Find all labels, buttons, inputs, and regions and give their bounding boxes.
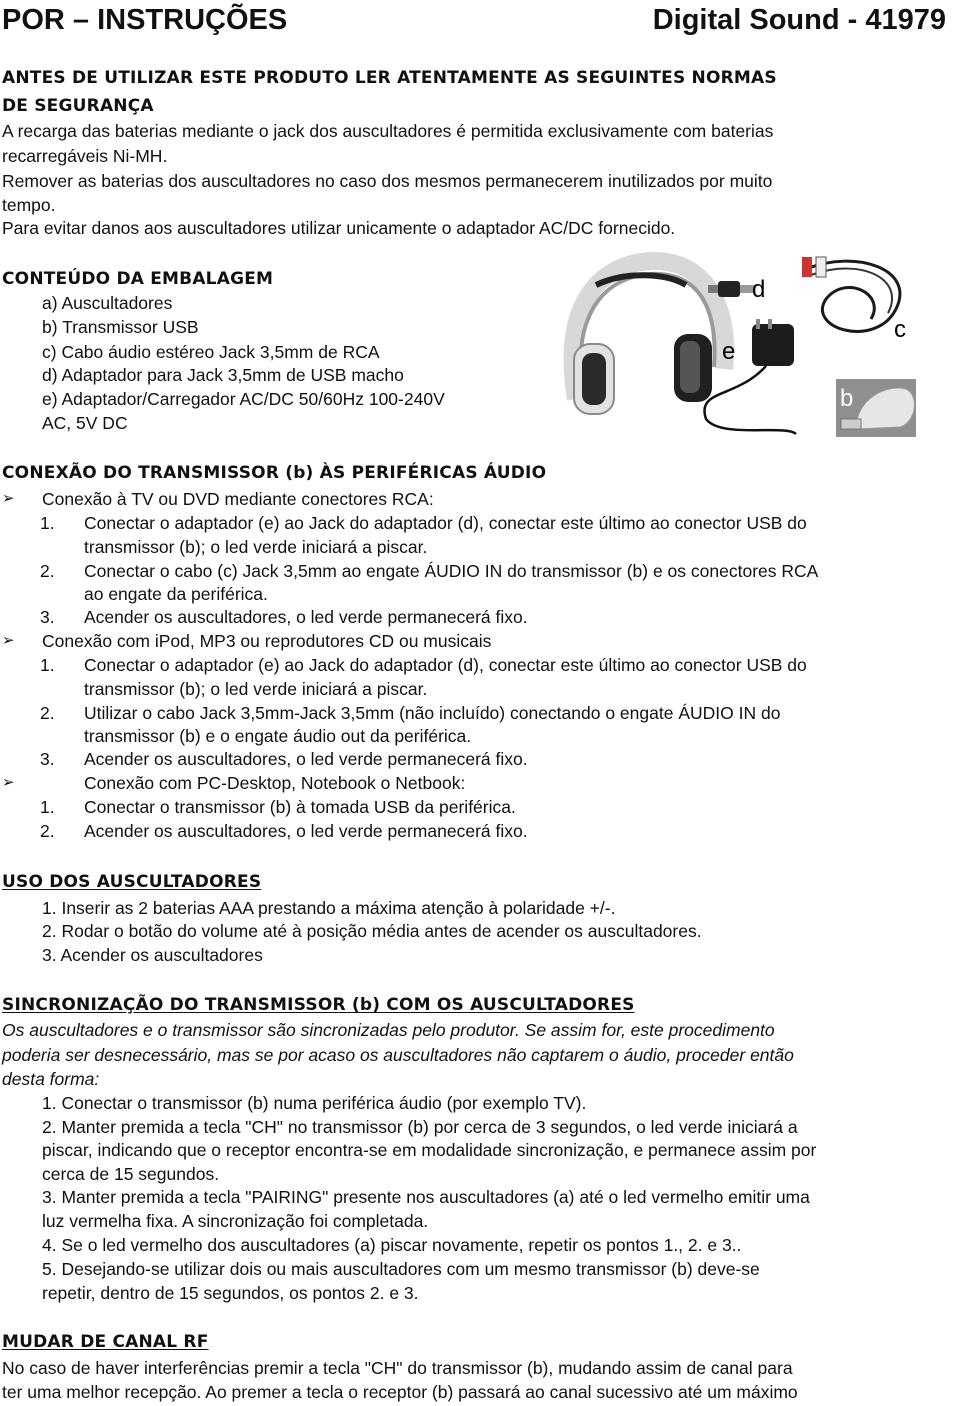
bullet-arrow-icon: ➢ [2, 774, 15, 791]
rf-text: ter uma melhor recepção. Ao premer a tecla o receptor (b) passará ao canal sucessivo até um máximo [2, 1382, 798, 1402]
usage-heading: USO DOS AUSCULTADORES [2, 872, 262, 892]
step-text: transmissor (b); o led verde iniciará a piscar. [84, 537, 428, 557]
rf-text: No caso de haver interferências premir a tecla "CH" do transmissor (b), mudando assim de canal para [2, 1358, 793, 1378]
safety-text-2: recarregáveis Ni-MH. [2, 146, 168, 166]
step-number: 2. [40, 703, 55, 723]
photo-label-b: b [840, 385, 854, 412]
step-text: Conectar o transmissor (b) à tomada USB da periférica. [84, 797, 516, 817]
connection-heading: CONEXÃO DO TRANSMISSOR (b) ÀS PERIFÉRICAS ÁUDIO [2, 463, 547, 483]
sync-intro: poderia ser desnecessário, mas se por acaso os auscultadores não captarem o áudio, proceder então [2, 1045, 794, 1065]
step-number: 1. [40, 797, 55, 817]
rf-heading: MUDAR DE CANAL RF [2, 1332, 209, 1352]
connection-bullet-pc: Conexão com PC-Desktop, Notebook o Netbook: [84, 773, 466, 793]
photo-label-d: d [752, 276, 766, 303]
sync-step-3-cont: luz vermelha fixa. A sincronização foi completada. [42, 1211, 429, 1231]
step-number: 3. [40, 607, 55, 627]
step-number: 2. [40, 561, 55, 581]
sync-step-3: 3. Manter premida a tecla "PAIRING" presente nos auscultadores (a) até o led vermelho emitir uma [42, 1187, 810, 1207]
package-item-d: d) Adaptador para Jack 3,5mm de USB macho [42, 365, 404, 385]
sync-step-5-cont: repetir, dentro de 15 segundos, os pontos 2. e 3. [42, 1283, 419, 1303]
sync-step-4: 4. Se o led vermelho dos auscultadores (a) piscar novamente, repetir os pontos 1., 2. e 3.. [42, 1235, 742, 1255]
usage-item: 2. Rodar o botão do volume até à posição média antes de acender os auscultadores. [42, 921, 702, 941]
sync-step-5: 5. Desejando-se utilizar dois ou mais auscultadores com um mesmo transmissor (b) deve-se [42, 1259, 760, 1279]
doc-title-left: POR – INSTRUÇÕES [2, 4, 288, 36]
step-text: Acender os auscultadores, o led verde permanecerá fixo. [84, 749, 528, 769]
safety-heading-line1: ANTES DE UTILIZAR ESTE PRODUTO LER ATENTAMENTE AS SEGUINTES NORMAS [2, 68, 777, 88]
safety-text-1: A recarga das baterias mediante o jack dos auscultadores é permitida exclusivamente com baterias [2, 121, 774, 141]
step-text: Conectar o adaptador (e) ao Jack do adaptador (d), conectar este último ao conector USB do [84, 513, 807, 533]
safety-heading-line2: DE SEGURANÇA [2, 96, 154, 116]
connection-bullet-tv: Conexão à TV ou DVD mediante conectores RCA: [42, 489, 434, 509]
bullet-arrow-icon: ➢ [2, 490, 15, 507]
package-item-e: e) Adaptador/Carregador AC/DC 50/60Hz 100-240V [42, 389, 445, 409]
product-photo [556, 249, 924, 442]
step-text: Acender os auscultadores, o led verde permanecerá fixo. [84, 607, 528, 627]
step-number: 1. [40, 655, 55, 675]
sync-step-2-cont: piscar, indicando que o receptor encontra-se em modalidade sincronização, e permanece assim por [42, 1140, 817, 1160]
photo-label-c: c [894, 316, 906, 343]
photo-label-a: a [624, 305, 639, 335]
safety-text-4: tempo. [2, 195, 56, 215]
package-item-b: b) Transmissor USB [42, 317, 199, 337]
sync-step-2: 2. Manter premida a tecla "CH" no transmissor (b) por cerca de 3 segundos, o led verde iniciará a [42, 1117, 798, 1137]
doc-title-right: Digital Sound - 41979 [652, 4, 946, 36]
photo-label-e: e [722, 338, 736, 365]
step-text: Acender os auscultadores, o led verde permanecerá fixo. [84, 821, 528, 841]
usage-item: 3. Acender os auscultadores [42, 945, 263, 965]
connection-bullet-ipod: Conexão com iPod, MP3 ou reprodutores CD ou musicais [42, 631, 492, 651]
sync-intro: desta forma: [2, 1069, 100, 1089]
step-text: Conectar o adaptador (e) ao Jack do adaptador (d), conectar este último ao conector USB do [84, 655, 807, 675]
step-text: Conectar o cabo (c) Jack 3,5mm ao engate ÁUDIO IN do transmissor (b) e os conectores RCA [84, 561, 819, 581]
safety-text-3: Remover as baterias dos auscultadores no caso dos mesmos permanecerem inutilizados por muito [2, 171, 773, 191]
sync-step-2-cont: cerca de 15 segundos. [42, 1164, 220, 1184]
package-item-a: a) Auscultadores [42, 293, 173, 313]
bullet-arrow-icon: ➢ [2, 632, 15, 649]
step-text: transmissor (b) e o engate áudio out da periférica. [84, 726, 472, 746]
step-number: 1. [40, 513, 55, 533]
package-item-e-cont: AC, 5V DC [42, 413, 128, 433]
step-text: ao engate da periférica. [84, 584, 268, 604]
step-number: 2. [40, 821, 55, 841]
package-heading: CONTEÚDO DA EMBALAGEM [2, 269, 274, 289]
sync-heading: SINCRONIZAÇÃO DO TRANSMISSOR (b) COM OS AUSCULTADORES [2, 995, 635, 1015]
safety-text-5: Para evitar danos aos auscultadores utilizar unicamente o adaptador AC/DC fornecido. [2, 218, 676, 238]
sync-intro: Os auscultadores e o transmissor são sincronizadas pelo produtor. Se assim for, este procedimento [2, 1020, 775, 1040]
package-item-c: c) Cabo áudio estéreo Jack 3,5mm de RCA [42, 342, 380, 362]
usage-item: 1. Inserir as 2 baterias AAA prestando a máxima atenção à polaridade +/-. [42, 898, 616, 918]
step-text: Utilizar o cabo Jack 3,5mm-Jack 3,5mm (não incluído) conectando o engate ÁUDIO IN do [84, 703, 781, 723]
step-text: transmissor (b); o led verde iniciará a piscar. [84, 679, 428, 699]
step-number: 3. [40, 749, 55, 769]
sync-step-1: 1. Conectar o transmissor (b) numa periférica áudio (por exemplo TV). [42, 1093, 587, 1113]
